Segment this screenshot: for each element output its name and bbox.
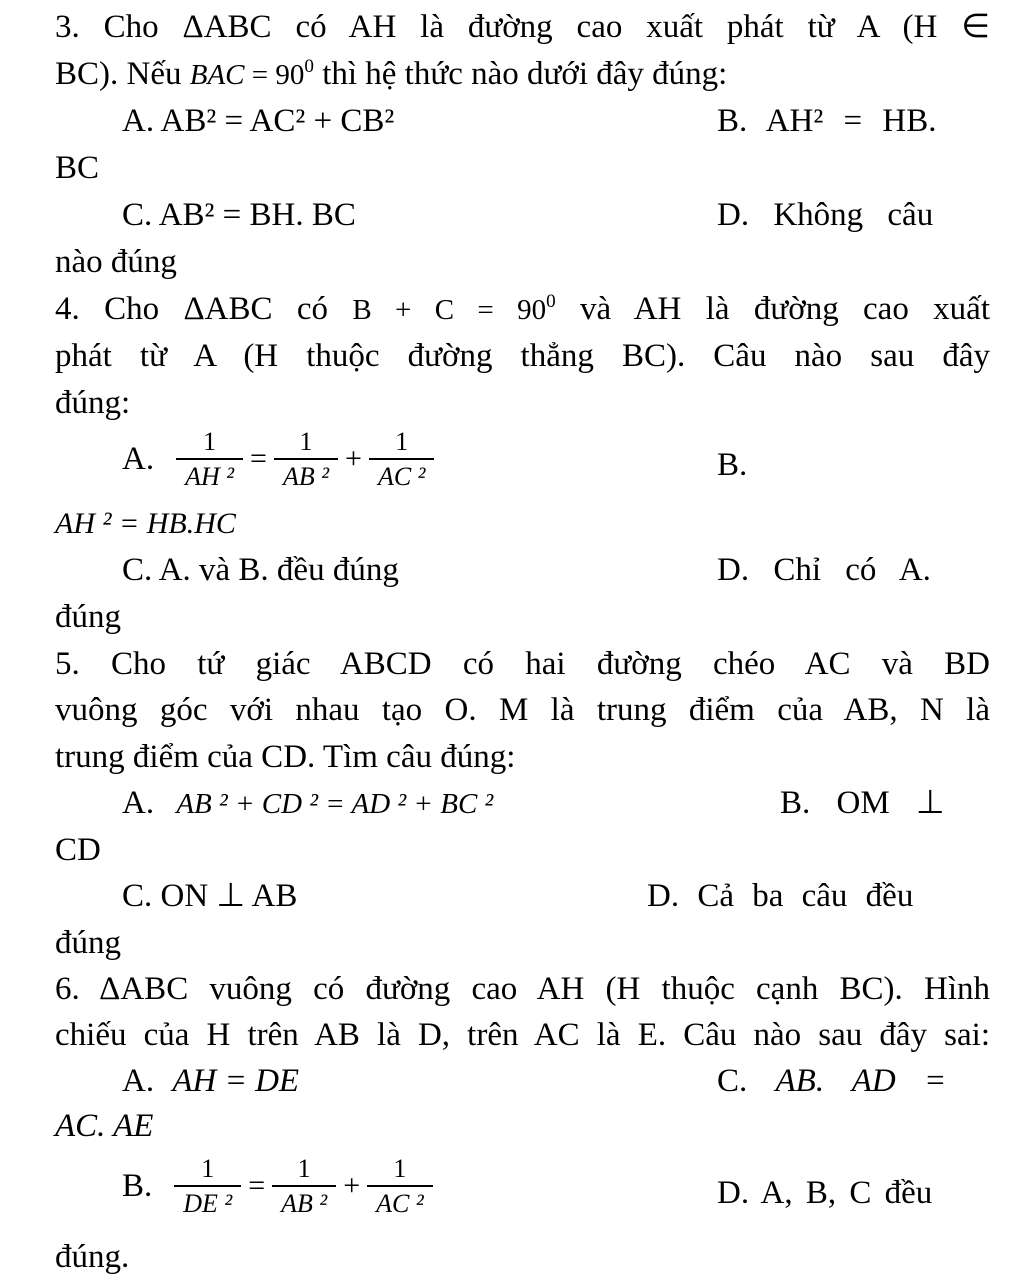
equals-sign: = xyxy=(248,1169,266,1203)
fraction-1-over-AC2 xyxy=(369,428,435,491)
q6-statement-line1: 6. ΔABC vuông có đường cao AH (H thuộc cạnh BC). Hình xyxy=(55,971,990,1007)
fraction-numerator: 1 xyxy=(297,1154,311,1183)
fraction-1-over-AB2 xyxy=(272,1155,336,1218)
equals-sign: = xyxy=(250,442,267,476)
q3-line2-text-pre: BC). Nếu xyxy=(55,56,190,92)
q6-statement-line2: chiếu của H trên AB là D, trên AC là E. Câu nào sau đây sai: xyxy=(55,1017,990,1053)
q5-option-b: B. OM ⊥ xyxy=(780,785,945,821)
fraction-numerator: 1 xyxy=(393,1154,407,1183)
q4-option-a-label: A. xyxy=(122,440,155,477)
q4-option-b-formula: AH ² = HB.HC xyxy=(55,507,236,540)
q5-option-a-label: A. xyxy=(122,785,155,821)
q3-statement-line2 xyxy=(55,55,727,95)
q6-option-b xyxy=(122,1155,433,1218)
fraction-denominator: DE ² xyxy=(174,1185,241,1217)
plus-sign: + xyxy=(343,1169,361,1203)
q3-statement-line1: 3. Cho ΔABC có AH là đường cao xuất phát từ A (H ∈ xyxy=(55,9,990,45)
q6-option-c-formula: AB. AD = xyxy=(775,1063,947,1099)
q6-option-c-continuation: AC. AE xyxy=(55,1108,154,1144)
q6-option-c-label: C. xyxy=(717,1063,748,1099)
q5-statement-line3: trung điểm của CD. Tìm câu đúng: xyxy=(55,739,516,775)
q3-option-d-continuation: nào đúng xyxy=(55,244,177,280)
q3-angle-equals: = 90 xyxy=(244,59,305,91)
fraction-denominator: AB ² xyxy=(274,458,338,490)
q6-option-c xyxy=(717,1062,946,1102)
fraction-1-over-AC2 xyxy=(367,1155,433,1218)
q4-line1-text-post: và AH là đường cao xuất xyxy=(555,291,990,327)
q5-option-d: D. Cả ba câu đều xyxy=(647,878,914,914)
q3-option-d: D. Không câu xyxy=(717,197,934,233)
q4-option-a xyxy=(122,428,434,491)
fraction-denominator: AC ² xyxy=(369,458,435,490)
q4-option-d: D. Chỉ có A. xyxy=(717,552,931,588)
q6-option-a xyxy=(122,1062,299,1102)
q4-statement-line2: phát từ A (H thuộc đường thẳng BC). Câu nào sau đây xyxy=(55,338,990,374)
plus-sign: + xyxy=(345,442,362,476)
fraction-1-over-DE2 xyxy=(174,1155,241,1218)
q6-option-b-label: B. xyxy=(122,1167,153,1204)
fraction-numerator: 1 xyxy=(201,1154,215,1183)
q6-option-d: D. A, B, C đều xyxy=(717,1175,933,1211)
fraction-1-over-AB2 xyxy=(274,428,338,491)
q4-option-b-label: B. xyxy=(717,447,748,483)
q3-line2-text-post: thì hệ thức nào dưới đây đúng: xyxy=(313,56,728,92)
q4-angle-sum-formula: B + C = 90 xyxy=(352,294,547,326)
q3-option-b: B. AH² = HB. xyxy=(717,103,937,139)
q4-degree-superscript: 0 xyxy=(546,291,556,312)
fraction-numerator: 1 xyxy=(395,427,409,456)
q3-option-c: C. AB² = BH. BC xyxy=(122,197,356,233)
q6-option-a-label: A. xyxy=(122,1063,155,1099)
q4-option-c: C. A. và B. đều đúng xyxy=(122,552,399,588)
q3-angle-formula: BAC xyxy=(189,59,245,91)
q3-option-b-continuation: BC xyxy=(55,150,100,186)
q5-option-b-continuation: CD xyxy=(55,832,101,868)
fraction-denominator: AH ² xyxy=(176,458,243,490)
q6-option-d-continuation: đúng. xyxy=(55,1239,130,1275)
q5-option-c: C. ON ⊥ AB xyxy=(122,878,298,914)
q5-option-d-continuation: đúng xyxy=(55,925,121,961)
q6-option-a-formula: AH = DE xyxy=(172,1063,300,1099)
q4-statement-line1 xyxy=(55,290,990,330)
fraction-numerator: 1 xyxy=(299,427,313,456)
q3-degree-superscript: 0 xyxy=(304,56,314,77)
fraction-denominator: AC ² xyxy=(367,1185,433,1217)
fraction-numerator: 1 xyxy=(203,427,217,456)
q5-statement-line2: vuông góc với nhau tạo O. M là trung điểm của AB, N là xyxy=(55,692,990,728)
q4-statement-line3: đúng: xyxy=(55,385,131,421)
q4-line1-text-pre: 4. Cho ΔABC có xyxy=(55,291,353,327)
fraction-1-over-AH2 xyxy=(176,428,243,491)
q3-option-a: A. AB² = AC² + CB² xyxy=(122,103,395,139)
q4-option-d-continuation: đúng xyxy=(55,599,121,635)
q5-option-a-formula: AB ² + CD ² = AD ² + BC ² xyxy=(176,788,494,820)
q5-option-a xyxy=(122,784,493,824)
q5-statement-line1: 5. Cho tứ giác ABCD có hai đường chéo AC và BD xyxy=(55,646,990,682)
fraction-denominator: AB ² xyxy=(272,1185,336,1217)
